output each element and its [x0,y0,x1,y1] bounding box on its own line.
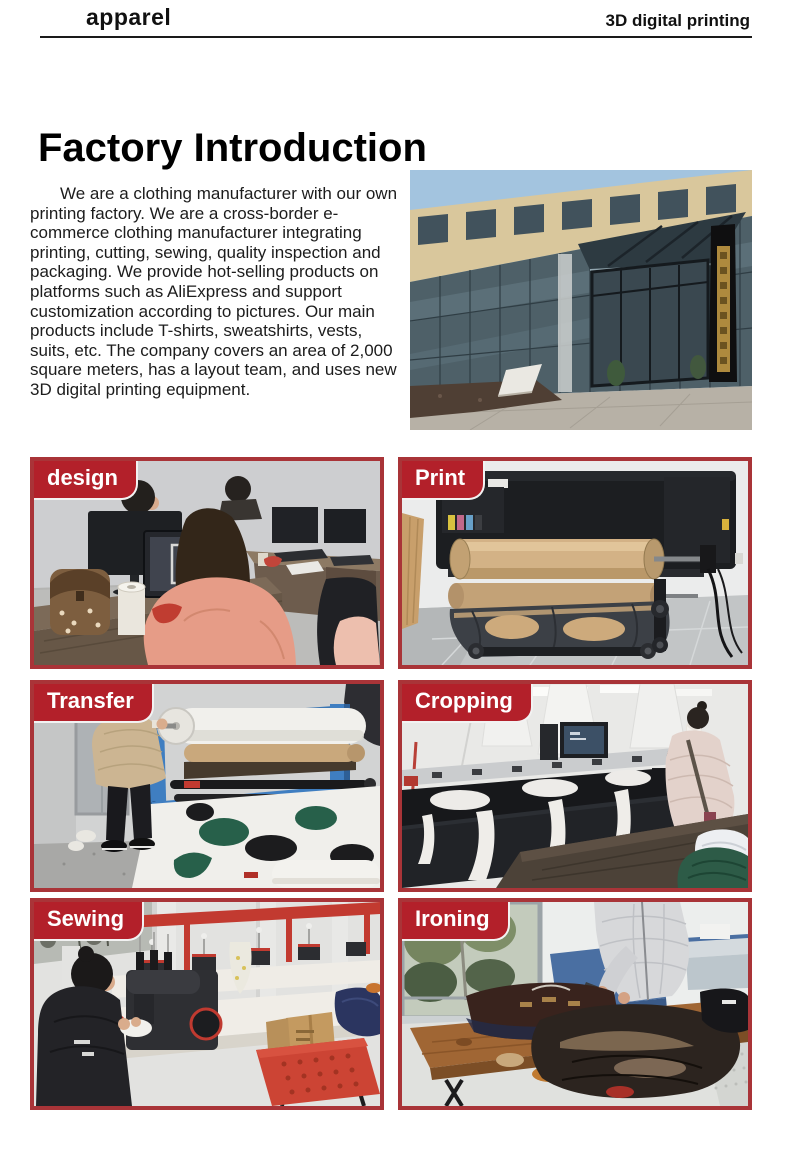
intro-paragraph: We are a clothing manufacturer with our own printing factory. We are a cross-border e-commerce clothing manufacturer integrating printing, cutting, sewing, quality inspection and packaging. We provide hot-selling products on platforms such as AliExpress and support customization according to pictures. Our main products include T-shirts, sweatshirts, vests, suits, etc. The company covers an area of 2,000 square meters, has a layout team, and uses new 3D digital printing equipment. [30,184,398,399]
process-card-sewing [30,898,384,1110]
cropping-badge: Cropping [402,684,533,723]
process-card-ironing [398,898,752,1110]
transfer-badge: Transfer [34,684,154,723]
process-card-cropping [398,680,752,892]
header-divider [40,36,752,38]
print-badge: Print [402,461,485,500]
tagline-text: 3D digital printing [605,11,750,30]
brand-text: apparel [86,4,172,30]
process-card-design [30,457,384,669]
process-card-print [398,457,752,669]
page-title: Factory Introduction [38,126,427,170]
design-badge: design [34,461,138,500]
process-card-transfer [30,680,384,892]
factory-building-illustration [410,170,752,430]
factory-building-photo [410,170,752,430]
sewing-badge: Sewing [34,902,144,941]
ironing-badge: Ironing [402,902,510,941]
